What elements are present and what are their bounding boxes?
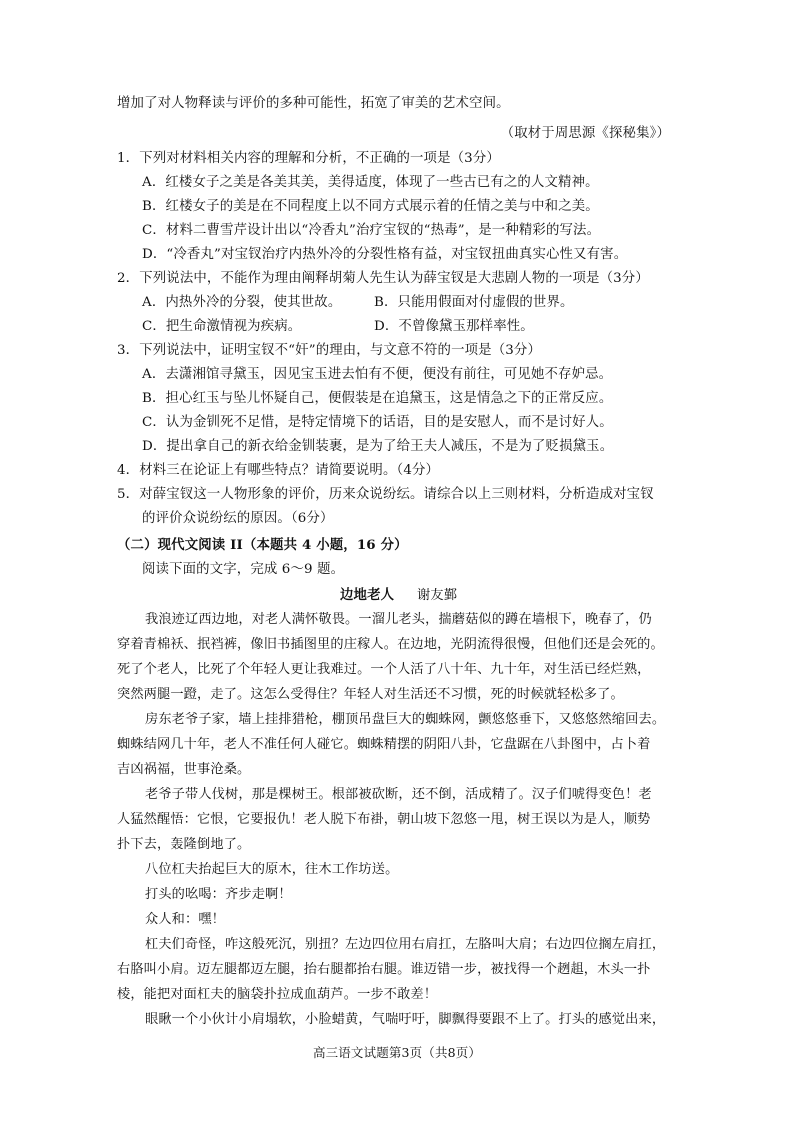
- article-paragraph-line: 突然两腿一蹬，走了。这怎么受得住？年轻人对生活还不习惯，死的时候就轻松多了。: [117, 687, 624, 702]
- source-citation: （取材于周思源《探秘集》）: [500, 126, 670, 141]
- article-author: 谢友鄞: [417, 588, 458, 603]
- intro-continuation: 增加了对人物释读与评价的多种可能性，拓宽了审美的艺术空间。: [117, 96, 510, 111]
- question-2-option-b: B．只能用假面对付虚假的世界。: [374, 295, 574, 310]
- question-4-stem: 4．材料三在论证上有哪些特点？请简要说明。（4分）: [117, 463, 440, 478]
- article-paragraph-line: 房东老爷子家，墙上挂排猎枪，棚顶吊盘巨大的蜘蛛网，颤悠悠垂下，又悠悠然缩回去。: [145, 712, 666, 727]
- question-1-option-b: B．红楼女子的美是在不同程度上以不同方式展示着的任情之美与中和之美。: [142, 199, 599, 214]
- section-heading: （二）现代文阅读 II（本题共 4 小题，16 分）: [117, 537, 408, 553]
- article-paragraph-line: 众人和：嘿！: [145, 912, 226, 927]
- article-paragraph-line: 老爷子带人伐树，那是棵树王。根部被砍断，还不倒，活成精了。汉子们唬得变色！老: [145, 787, 652, 802]
- question-3-option-a: A．去潇湘馆寻黛玉，因见宝玉进去怕有不便，便没有前往，可见她不存妒忌。: [142, 367, 613, 382]
- article-paragraph-line: 扑下去，轰隆倒地了。: [117, 837, 251, 852]
- article-paragraph-line: 死了个老人，比死了个年轻人更让我难过。一个人活了八十年、九十年，对生活已经烂熟，: [117, 662, 651, 677]
- page-footer: 高三语文试题第3页（共8页）: [312, 1045, 481, 1060]
- article-paragraph-line: 眼瞅一个小伙计小肩塌软，小脸蜡黄，气喘吁吁，脚飘得要跟不上了。打头的感觉出来，: [145, 1012, 666, 1027]
- question-1-option-d: D．“冷香丸”对宝钗治疗内热外冷的分裂性格有益，对宝钗扭曲真实心性又有害。: [142, 247, 628, 262]
- question-2-stem: 2．下列说法中，不能作为理由阐释胡菊人先生认为薛宝钗是大悲剧人物的一项是（3分）: [117, 271, 649, 286]
- question-3-option-c: C．认为金钏死不足惜，是特定情境下的话语，目的是安慰人，而不是讨好人。: [142, 415, 613, 430]
- article-paragraph-line: 打头的吆喝：齐步走啊！: [145, 887, 292, 902]
- question-2-option-c: C．把生命激情视为疾病。: [142, 319, 302, 334]
- article-paragraph-line: 棱，能把对面杠夫的脑袋扑拉成血葫芦。一步不敢差！: [117, 987, 438, 1002]
- question-3-option-b: B．担心红玉与坠儿怀疑自己，便假装是在追黛玉，这是情急之下的正常反应。: [142, 391, 613, 406]
- article-paragraph-line: 右胳叫小肩。迈左腿都迈左腿，抬右腿都抬右腿。谁迈错一步，被找得一个趔趄，木头一扑: [117, 962, 651, 977]
- article-paragraph-line: 吉凶祸福，世事沧桑。: [117, 762, 251, 777]
- question-1-option-c: C．材料二曹雪芹设计出以“冷香丸”治疗宝钗的“热毒”，是一种精彩的写法。: [142, 223, 601, 238]
- article-paragraph-line: 穿着青棉袄、抿裆裤，像旧书插图里的庄稼人。在边地，光阴流得很慢，但他们还是会死的。: [117, 637, 664, 652]
- article-paragraph-line: 杠夫们奇怪，咋这般死沉，别扭？左边四位用右肩扛，左胳叫大肩；右边四位搁左肩扛，: [145, 937, 666, 952]
- question-1-option-a: A．红楼女子之美是各美其美，美得适度，体现了一些古已有之的人文精神。: [142, 175, 599, 190]
- article-paragraph-line: 人猛然醒悟：它恨，它要报仇！老人脱下布褂，朝山坡下忽悠一甩，树王误以为是人，顺势: [117, 812, 651, 827]
- question-2-option-a: A．内热外冷的分裂，使其世故。: [142, 295, 342, 310]
- article-paragraph-line: 蜘蛛结网几十年，老人不准任何人碰它。蜘蛛精摆的阴阳八卦，它盘踞在八卦图中，占卜着: [117, 737, 651, 752]
- article-title: 边地老人: [340, 587, 395, 603]
- section-instruction: 阅读下面的文字，完成 6～9 题。: [142, 562, 345, 577]
- question-3-stem: 3．下列说法中，证明宝钗不“奸”的理由，与文意不符的一项是（3分）: [117, 343, 542, 358]
- question-5-line-2: 的评价众说纷纭的原因。（6分）: [142, 511, 334, 526]
- question-3-option-d: D．提出拿自己的新衣给金钏装裹，是为了给王夫人减压，不是为了贬损黛玉。: [142, 439, 614, 454]
- article-title-line: [340, 586, 457, 605]
- question-5-line-1: 5．对薛宝钗这一人物形象的评价，历来众说纷纭。请综合以上三则材料，分析造成对宝钗: [117, 487, 654, 502]
- question-2-option-d: D．不曾像黛玉那样率性。: [374, 319, 534, 334]
- article-paragraph-line: 我浪迹辽西边地，对老人满怀敬畏。一溜儿老头，揣蘑菇似的蹲在墙根下，晚春了，仍: [145, 612, 652, 627]
- article-paragraph-line: 八位杠夫抬起巨大的原木，往木工作坊送。: [145, 862, 399, 877]
- question-1-stem: 1．下列对材料相关内容的理解和分析，不正确的一项是（3分）: [117, 151, 500, 166]
